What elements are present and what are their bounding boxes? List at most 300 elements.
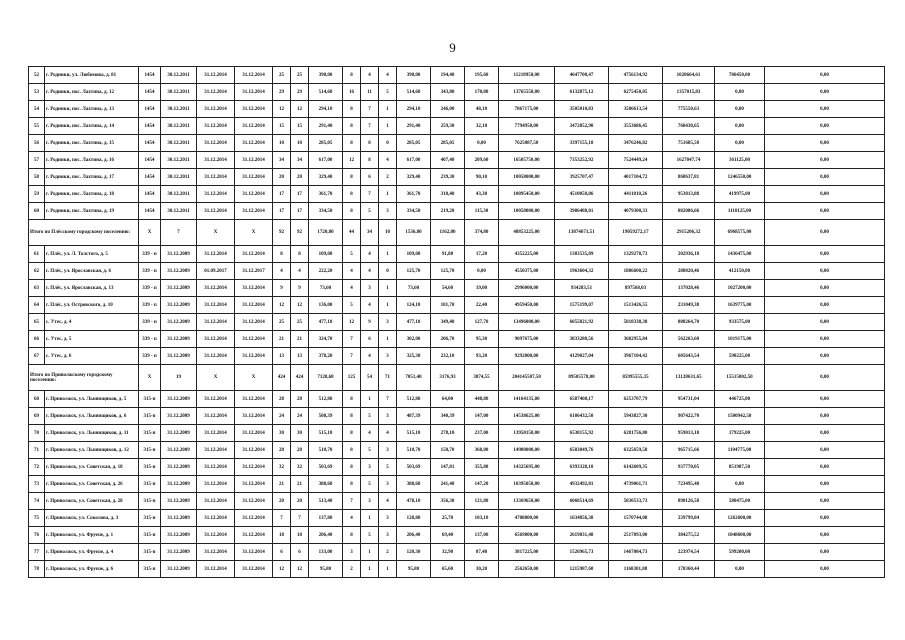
- table-cell: 28: [291, 442, 309, 459]
- table-cell: 4: [379, 493, 397, 510]
- table-cell: 21: [273, 476, 291, 493]
- table-cell: 93,20: [465, 348, 499, 365]
- table-cell: 12: [291, 297, 309, 314]
- table-cell: 768430,65: [663, 118, 715, 135]
- table-cell: 30.12.2011: [161, 135, 197, 152]
- table-cell: 339 - п: [139, 297, 161, 314]
- table-cell: 55: [29, 118, 45, 135]
- table-cell: 851987,50: [715, 459, 765, 476]
- table-cell: 6186432,50: [555, 408, 609, 425]
- table-cell: 21: [291, 476, 309, 493]
- table-cell: 54: [29, 101, 45, 118]
- table-cell: 120,30: [397, 544, 431, 561]
- table-cell: г. Родники, пос. Лахтина, д. 16: [45, 152, 139, 169]
- table-cell: 18: [291, 527, 309, 544]
- table-cell: 90,10: [465, 169, 499, 186]
- table-cell: 31.12.2014: [197, 118, 235, 135]
- table-cell: 0,00: [715, 561, 765, 578]
- table-cell: 1: [379, 246, 397, 263]
- table-cell: 868637,81: [663, 169, 715, 186]
- table-cell: 0,00: [465, 135, 499, 152]
- table-cell: 19059272,17: [609, 220, 663, 246]
- table-cell: 31.12.2014: [197, 246, 235, 263]
- table-cell: 937770,05: [663, 459, 715, 476]
- table-cell: 8: [343, 527, 361, 544]
- table-cell: 3: [379, 510, 397, 527]
- table-cell: 329,40: [397, 169, 431, 186]
- table-cell: 101,70: [431, 297, 465, 314]
- table-cell: 7353252,92: [555, 152, 609, 169]
- table-cell: 5: [343, 246, 361, 263]
- table-cell: 339 - п: [139, 280, 161, 297]
- table-cell: 34: [291, 152, 309, 169]
- table-row: [29, 280, 885, 297]
- table-cell: 3: [361, 280, 379, 297]
- table-cell: 1536,80: [397, 220, 431, 246]
- table-cell: 18: [273, 527, 291, 544]
- table-cell: 477,10: [309, 314, 343, 331]
- table-cell: 897568,03: [609, 280, 663, 297]
- table-row: [29, 561, 885, 578]
- table-cell: 0: [379, 263, 397, 280]
- table-cell: 109,00: [309, 246, 343, 263]
- subtotal-row: [29, 220, 885, 246]
- table-row: [29, 391, 885, 408]
- table-row: [29, 459, 885, 476]
- table-cell: 31.12.2014: [235, 408, 273, 425]
- table-cell: 9292000,00: [499, 348, 555, 365]
- table-cell: 31.12.2014: [197, 169, 235, 186]
- table-cell: 14164135,00: [499, 391, 555, 408]
- table-cell: 6393328,10: [555, 459, 609, 476]
- table-cell: 30.12.2011: [161, 67, 197, 84]
- table-cell: 71: [379, 365, 397, 391]
- table-cell: 315-п: [139, 561, 161, 578]
- table-cell: 32,10: [465, 118, 499, 135]
- table-row: [29, 297, 885, 314]
- table-cell: 77: [29, 544, 45, 561]
- table-cell: 334,50: [397, 203, 431, 220]
- table-cell: 0,00: [765, 101, 885, 118]
- table-cell: 8: [343, 425, 361, 442]
- table-cell: 15515802,50: [715, 365, 765, 391]
- table-cell: 1454: [139, 67, 161, 84]
- table-cell: 285,05: [431, 135, 465, 152]
- table-cell: 325,30: [397, 348, 431, 365]
- table-cell: 7: [361, 118, 379, 135]
- table-cell: 31.12.2014: [197, 348, 235, 365]
- table-cell: 2517093,00: [609, 527, 663, 544]
- table-cell: 7: [291, 510, 309, 527]
- table-cell: 605643,54: [663, 348, 715, 365]
- table-cell: 5818338,38: [609, 314, 663, 331]
- table-cell: 31.12.2014: [197, 152, 235, 169]
- table-cell: 6583849,76: [555, 442, 609, 459]
- table-cell: 219,20: [431, 203, 465, 220]
- table-cell: 71: [29, 442, 45, 459]
- table-cell: 28: [291, 391, 309, 408]
- table-cell: 954731,04: [663, 391, 715, 408]
- table-cell: 1720,80: [309, 220, 343, 246]
- table-cell: 8: [361, 152, 379, 169]
- table-row: [29, 101, 885, 118]
- table-cell: 31.12.2009: [161, 314, 197, 331]
- table-row: [29, 425, 885, 442]
- table-cell: 25,70: [431, 510, 465, 527]
- table-cell: 10058000,00: [499, 203, 555, 220]
- table-cell: 0,00: [765, 203, 885, 220]
- table-cell: 4352225,00: [499, 246, 555, 263]
- table-cell: 412150,00: [715, 263, 765, 280]
- table-cell: 30.12.2011: [161, 84, 197, 101]
- table-cell: 315-п: [139, 425, 161, 442]
- table-cell: 0,00: [765, 152, 885, 169]
- table-cell: 43,30: [465, 186, 499, 203]
- table-cell: 0,00: [765, 118, 885, 135]
- table-cell: 31.12.2009: [161, 510, 197, 527]
- table-cell: 0,00: [765, 561, 885, 578]
- table-cell: 222,20: [309, 263, 343, 280]
- table-cell: 0,00: [765, 67, 885, 84]
- table-cell: 7867175,00: [499, 101, 555, 118]
- table-cell: 0,00: [765, 280, 885, 297]
- table-cell: 8: [361, 135, 379, 152]
- table-cell: 4: [343, 510, 361, 527]
- table-cell: 13128631,65: [663, 365, 715, 391]
- table-cell: 294,10: [397, 101, 431, 118]
- table-cell: 1436475,00: [715, 246, 765, 263]
- table-row: [29, 331, 885, 348]
- table-cell: 10058000,00: [499, 169, 555, 186]
- table-cell: 31.12.2014: [235, 425, 273, 442]
- table-cell: 0,00: [765, 135, 885, 152]
- table-cell: 1: [361, 561, 379, 578]
- table-cell: г. Плёс, ул. Островского, д. 10: [45, 297, 139, 314]
- table-cell: 1262600,00: [715, 510, 765, 527]
- table-cell: 7: [343, 348, 361, 365]
- table-cell: г. Плёс, ул. Ярославская, д. 13: [45, 280, 139, 297]
- table-cell: 599200,00: [715, 544, 765, 561]
- table-cell: 1215987,68: [555, 561, 609, 578]
- table-cell: 7524449,24: [609, 152, 663, 169]
- table-cell: 4411810,26: [609, 186, 663, 203]
- table-cell: г. Приволжск, ул. Льнянщиков, д. 5: [45, 391, 139, 408]
- table-cell: 361,70: [397, 186, 431, 203]
- table-cell: 0,00: [765, 84, 885, 101]
- table-cell: 48853225,00: [499, 220, 555, 246]
- table-cell: 1: [379, 186, 397, 203]
- table-cell: 0,00: [765, 314, 885, 331]
- table-cell: 1: [379, 297, 397, 314]
- table-cell: 6275450,05: [609, 84, 663, 101]
- table-cell: 10: [379, 220, 397, 246]
- table-cell: 1627047,74: [663, 152, 715, 169]
- table-cell: 31.12.2014: [235, 152, 273, 169]
- table-cell: с. Утес, д. 6: [45, 348, 139, 365]
- table-cell: г. Родники, пос. Лахтина, д. 15: [45, 135, 139, 152]
- table-cell: 14325695,00: [499, 459, 555, 476]
- table-cell: 3: [379, 203, 397, 220]
- table-cell: 1454: [139, 101, 161, 118]
- table-cell: 339 - п: [139, 331, 161, 348]
- table-cell: 751685,50: [663, 135, 715, 152]
- table-cell: 12: [343, 152, 361, 169]
- table-cell: 4: [343, 263, 361, 280]
- table-cell: 5943827,30: [609, 408, 663, 425]
- table-cell: 147,81: [431, 459, 465, 476]
- table-cell: 204145507,50: [499, 365, 555, 391]
- table-cell: 31.12.2014: [197, 408, 235, 425]
- table-cell: 6142609,35: [609, 459, 663, 476]
- table-cell: 31.12.2014: [197, 280, 235, 297]
- table-cell: 137,00: [465, 527, 499, 544]
- table-cell: г. Родники, пос. Лахтина, д. 19: [45, 203, 139, 220]
- table-row: [29, 476, 885, 493]
- table-cell: 22,40: [465, 297, 499, 314]
- table-cell: 1: [379, 561, 397, 578]
- table-cell: 6: [361, 331, 379, 348]
- table-cell: 890126,58: [663, 493, 715, 510]
- table-cell: 503,69: [397, 459, 431, 476]
- table-cell: 30.12.2011: [161, 203, 197, 220]
- table-cell: 1019175,00: [715, 331, 765, 348]
- table-row: [29, 314, 885, 331]
- table-cell: 1383535,09: [555, 246, 609, 263]
- table-cell: 1: [361, 510, 379, 527]
- table-cell: 92: [273, 220, 291, 246]
- table-cell: 12: [273, 297, 291, 314]
- table-cell: 31.12.2009: [161, 408, 197, 425]
- table-cell: 6968575,00: [715, 220, 765, 246]
- table-cell: 1028664,61: [663, 67, 715, 84]
- table-cell: 3925707,47: [555, 169, 609, 186]
- table-cell: 3: [343, 544, 361, 561]
- table-cell: 54,60: [431, 280, 465, 297]
- table-cell: 78: [29, 561, 45, 578]
- table-cell: 5: [379, 84, 397, 101]
- table-cell: 5: [379, 459, 397, 476]
- table-cell: 580475,00: [715, 493, 765, 510]
- table-cell: 0,00: [765, 442, 885, 459]
- table-cell: 31.12.2009: [161, 493, 197, 510]
- table-cell: 388,60: [397, 476, 431, 493]
- table-row: [29, 135, 885, 152]
- table-cell: 1886600,22: [609, 263, 663, 280]
- table-cell: 487,39: [397, 408, 431, 425]
- table-cell: 31.12.2009: [161, 544, 197, 561]
- table-cell: 15: [273, 118, 291, 135]
- table-cell: 170,80: [465, 84, 499, 101]
- table-cell: X: [197, 220, 235, 246]
- table-cell: 288020,46: [663, 263, 715, 280]
- table-cell: 339 - п: [139, 263, 161, 280]
- table-cell: 1048600,00: [715, 527, 765, 544]
- table-cell: 368,00: [465, 442, 499, 459]
- table-cell: 9: [291, 280, 309, 297]
- table-cell: 31.12.2009: [161, 297, 197, 314]
- table-cell: 31.12.2014: [197, 391, 235, 408]
- table-cell: 315-п: [139, 493, 161, 510]
- table-cell: 1: [379, 331, 397, 348]
- table-cell: 54: [361, 365, 379, 391]
- table-cell: 109,00: [397, 246, 431, 263]
- table-cell: 24: [273, 408, 291, 425]
- table-cell: 8: [343, 135, 361, 152]
- table-cell: 13874671,51: [555, 220, 609, 246]
- table-cell: 888264,70: [663, 314, 715, 331]
- table-cell: 339 - п: [139, 246, 161, 263]
- table-cell: 1454: [139, 186, 161, 203]
- table-cell: 87,40: [465, 544, 499, 561]
- table-cell: 8: [343, 203, 361, 220]
- table-cell: 30.12.2011: [161, 186, 197, 203]
- table-cell: 31.12.2014: [197, 459, 235, 476]
- table-cell: 70: [29, 425, 45, 442]
- table-cell: 232,10: [431, 348, 465, 365]
- table-row: [29, 67, 885, 84]
- table-cell: 223974,54: [663, 544, 715, 561]
- table-cell: 31.12.2009: [161, 442, 197, 459]
- table-cell: 4017104,72: [609, 169, 663, 186]
- table-cell: 390,00: [397, 67, 431, 84]
- table-cell: 31.12.2014: [235, 544, 273, 561]
- table-cell: 8: [343, 442, 361, 459]
- table-cell: 31.12.2009: [161, 391, 197, 408]
- table-cell: 29: [273, 84, 291, 101]
- table-cell: 21: [273, 331, 291, 348]
- table-row: [29, 408, 885, 425]
- table-cell: г. Плёс, ул. Л. Толстого, д. 5: [45, 246, 139, 263]
- table-cell: 13496000,00: [499, 314, 555, 331]
- table-cell: 12: [273, 101, 291, 118]
- table-cell: 12: [273, 561, 291, 578]
- table-cell: 329,40: [309, 169, 343, 186]
- table-cell: 13765550,00: [499, 84, 555, 101]
- table-cell: 31.12.2014: [197, 476, 235, 493]
- table-cell: 775550,63: [663, 101, 715, 118]
- table-cell: 202936,18: [663, 246, 715, 263]
- table-cell: X: [197, 365, 235, 391]
- table-cell: 25: [273, 67, 291, 84]
- table-cell: 0,00: [765, 263, 885, 280]
- table-cell: 7: [379, 391, 397, 408]
- table-cell: 0,00: [765, 476, 885, 493]
- table-cell: г. Приволжск, ул. Советская, д. 28: [45, 493, 139, 510]
- housing-program-table: [28, 66, 885, 578]
- table-cell: 92: [291, 220, 309, 246]
- table-cell: 617,00: [309, 152, 343, 169]
- table-cell: 7: [343, 493, 361, 510]
- table-cell: 12: [343, 314, 361, 331]
- table-cell: 20: [273, 493, 291, 510]
- table-cell: 125,70: [397, 263, 431, 280]
- table-cell: 31.12.2014: [235, 493, 273, 510]
- table-cell: 64,00: [431, 391, 465, 408]
- table-cell: 2996000,00: [499, 280, 555, 297]
- table-cell: 8: [343, 67, 361, 84]
- table-cell: 56: [29, 135, 45, 152]
- table-cell: 31.12.2014: [235, 527, 273, 544]
- table-cell: 31.12.2014: [235, 442, 273, 459]
- table-cell: 65: [29, 314, 45, 331]
- table-cell: 31.12.2014: [197, 331, 235, 348]
- table-cell: 3472852,90: [555, 118, 609, 135]
- table-cell: 882086,66: [663, 203, 715, 220]
- table-cell: 58: [29, 169, 45, 186]
- page-number: 9: [449, 40, 456, 55]
- table-cell: 786450,00: [715, 67, 765, 84]
- table-cell: 3833280,56: [555, 331, 609, 348]
- table-cell: 59: [29, 186, 45, 203]
- table-cell: 30.12.2011: [161, 152, 197, 169]
- table-cell: 3: [379, 527, 397, 544]
- table-cell: 20: [273, 169, 291, 186]
- table-cell: X: [139, 365, 161, 391]
- table-cell: 8: [343, 169, 361, 186]
- table-cell: 124,10: [397, 297, 431, 314]
- table-cell: 4: [273, 263, 291, 280]
- table-cell: 30: [291, 425, 309, 442]
- table-cell: г. Родники, пос. Лахтина, д. 17: [45, 169, 139, 186]
- table-cell: 934283,51: [555, 280, 609, 297]
- table-cell: г. Родники, ул. Любимова, д. 81: [45, 67, 139, 84]
- table-cell: 3967104,42: [609, 348, 663, 365]
- table-cell: 7625087,50: [499, 135, 555, 152]
- table-cell: г. Приволжск, ул. Советская, д. 18: [45, 459, 139, 476]
- table-cell: 0,00: [765, 459, 885, 476]
- table-cell: 178360,44: [663, 561, 715, 578]
- table-cell: 1162,00: [431, 220, 465, 246]
- table-cell: 294,10: [309, 101, 343, 118]
- table-cell: 5: [361, 203, 379, 220]
- table-cell: 16505750,00: [499, 152, 555, 169]
- table-cell: 339 - п: [139, 348, 161, 365]
- table-cell: 6: [291, 544, 309, 561]
- table-cell: 31.12.2009: [161, 331, 197, 348]
- table-cell: 10095450,00: [499, 186, 555, 203]
- table-cell: 933575,00: [715, 314, 765, 331]
- table-cell: 508,39: [309, 408, 343, 425]
- table-cell: 6132875,12: [555, 84, 609, 101]
- table-cell: 1168301,88: [609, 561, 663, 578]
- table-cell: 515,10: [397, 425, 431, 442]
- table-cell: 121,80: [465, 493, 499, 510]
- table-cell: 95,80: [309, 561, 343, 578]
- table-cell: 127,70: [465, 314, 499, 331]
- table-cell: 4: [361, 246, 379, 263]
- table-cell: 31.12.2009: [161, 263, 197, 280]
- table-cell: 69,40: [431, 527, 465, 544]
- table-cell: 137,80: [309, 510, 343, 527]
- table-cell: 133,00: [309, 544, 343, 561]
- table-cell: 3: [379, 442, 397, 459]
- table-cell: 315-п: [139, 459, 161, 476]
- table-cell: 514,60: [309, 84, 343, 101]
- table-cell: 4510050,86: [555, 186, 609, 203]
- table-cell: 4932492,81: [555, 476, 609, 493]
- table-cell: 53: [29, 84, 45, 101]
- table-cell: 231049,38: [663, 297, 715, 314]
- table-cell: 1329278,73: [609, 246, 663, 263]
- table-cell: 95,30: [465, 331, 499, 348]
- table-cell: 448,80: [465, 391, 499, 408]
- table-cell: 5830533,73: [609, 493, 663, 510]
- table-cell: 8: [343, 459, 361, 476]
- table-cell: 31.12.2014: [197, 544, 235, 561]
- table-cell: 590225,00: [715, 348, 765, 365]
- table-body: [29, 67, 885, 578]
- table-cell: с. Утес, д. 5: [45, 331, 139, 348]
